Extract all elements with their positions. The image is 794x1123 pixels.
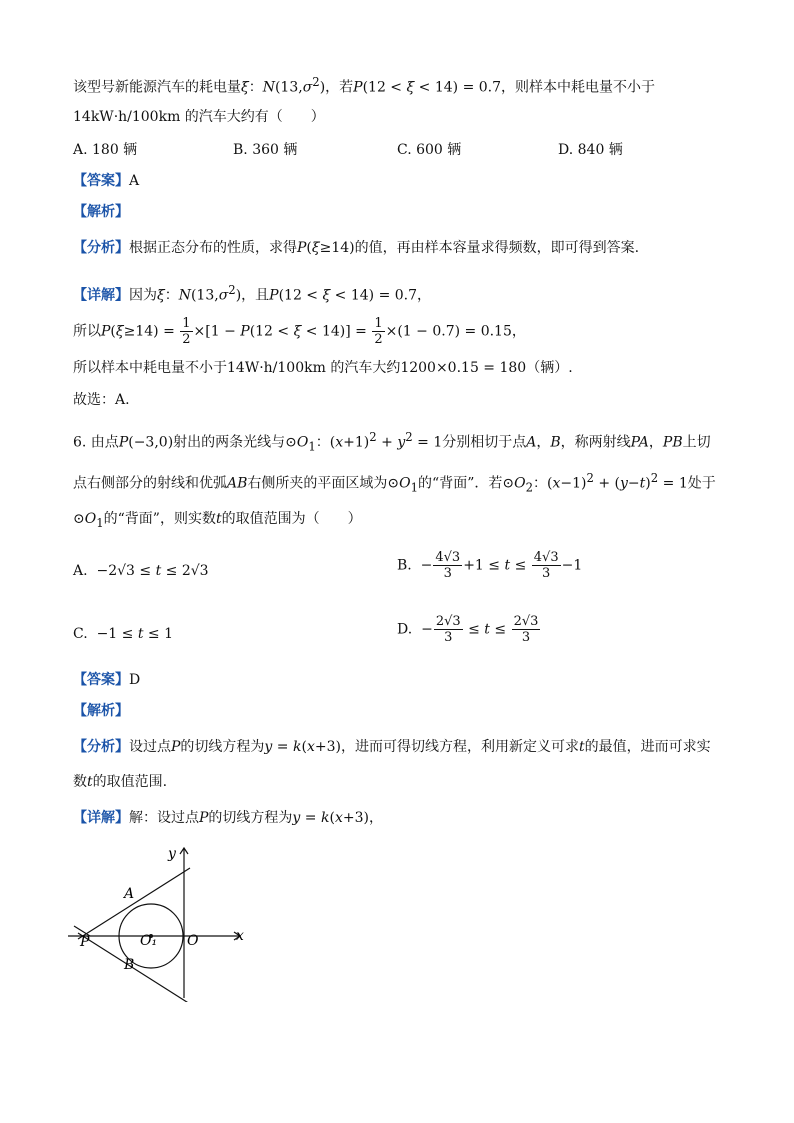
q6-option-d: D. − $\frac{2√3}{3}$ ≤ t ≤ $\frac{2√3}{3}$ — [397, 614, 539, 645]
answer-label: 【答案】 — [73, 173, 129, 189]
tangent-line-pa — [78, 868, 190, 939]
q5-conclusion: 故选：A. — [73, 392, 130, 408]
q5-answer-row — [73, 171, 139, 191]
q5-analysis-heading — [73, 202, 129, 222]
answer-value: A — [129, 173, 140, 189]
detail-label: 【详解】 — [73, 287, 129, 304]
q6-option-b: B. − $\frac{4√3}{3}$ +1 ≤ t ≤ $\frac{4√3}{3}$ −1 — [397, 550, 583, 581]
q5-detail-line-3: 所以样本中耗电量不小于14W·h/100km 的汽车大约1200×0.15 = 180（辆）. — [73, 360, 573, 376]
q5-option-c: C. 600 辆 — [397, 142, 462, 158]
tangent-lines-figure — [68, 842, 258, 1002]
label-b: B — [124, 957, 135, 973]
q5-option-d: D. 840 辆 — [558, 142, 623, 158]
label-x: x — [236, 928, 244, 944]
q6-analysis-heading — [73, 701, 129, 721]
q6-option-a: A. −2√3 ≤ t ≤ 2√3 — [73, 563, 209, 579]
q6-stem-line-3: $⊙O_1$的“背面”，则实数t的取值范围为（ ） — [73, 511, 362, 530]
q5-detail-line-1: 【详解】因为ξ：$N(13,\sigma^2)$，且P(12 < ξ < 14) = 0.7， — [73, 283, 432, 304]
q6-fenxi-line-1: 【分析】设过点P的切线方程为y = k(x+3)，进而可得切线方程，利用新定义可求t的最值，进而可求实 — [73, 739, 711, 755]
q6-answer-row — [73, 670, 140, 690]
q6-stem-line-1: 6. 由点P(−3,0)射出的两条光线与$⊙O_1$：$(x+1)^2 + y^2 = 1$分别相切于点A，B，称两射线PA，PB上切 — [73, 430, 711, 454]
analysis-label: 【解析】 — [73, 703, 129, 719]
label-p: P — [80, 934, 90, 950]
q5-fenxi: 【分析】根据正态分布的性质，求得P(ξ≥14)的值，再由样本容量求得频数，即可得到答案. — [73, 240, 640, 256]
analysis-label: 【解析】 — [73, 204, 129, 220]
label-o: O — [187, 933, 199, 949]
label-a: A — [124, 886, 135, 902]
q6-stem-line-2: 点右侧部分的射线和优弧AB右侧所夹的平面区域为$⊙O_1$的“背面”．若$⊙O_2$：$(x-1)^2 + (y-t)^2 = 1$处于 — [73, 471, 716, 495]
q5-option-b: B. 360 辆 — [233, 142, 298, 158]
detail-label: 【详解】 — [73, 810, 129, 826]
label-o1: O₁ — [140, 933, 158, 949]
answer-label: 【答案】 — [73, 672, 129, 688]
q5-stem-line-2: 14kW·h/100km 的汽车大约有（ ） — [73, 109, 325, 125]
q5-option-a: A. 180 辆 — [73, 142, 138, 158]
label-y: y — [168, 846, 176, 862]
fenxi-label: 【分析】 — [73, 240, 129, 256]
answer-value: D — [129, 672, 141, 688]
q6-detail-line-1: 【详解】解：设过点P的切线方程为y = k(x+3)， — [73, 810, 383, 826]
fenxi-label: 【分析】 — [73, 739, 129, 755]
q6-option-c: C. −1 ≤ t ≤ 1 — [73, 626, 174, 642]
q5-stem-line-1: 该型号新能源汽车的耗电量ξ：$N(13,\sigma^2)$，若P(12 < ξ < 14) = 0.7，则样本中耗电量不小于 — [73, 75, 656, 96]
q6-fenxi-line-2: 数t的取值范围. — [73, 774, 168, 790]
q5-detail-line-2: 所以P(ξ≥14) = $\frac{1}{2}$ ×[1 − P(12 < ξ < 14)] = $\frac{1}{2}$ ×(1 − 0.7) = 0.15， — [73, 316, 526, 347]
